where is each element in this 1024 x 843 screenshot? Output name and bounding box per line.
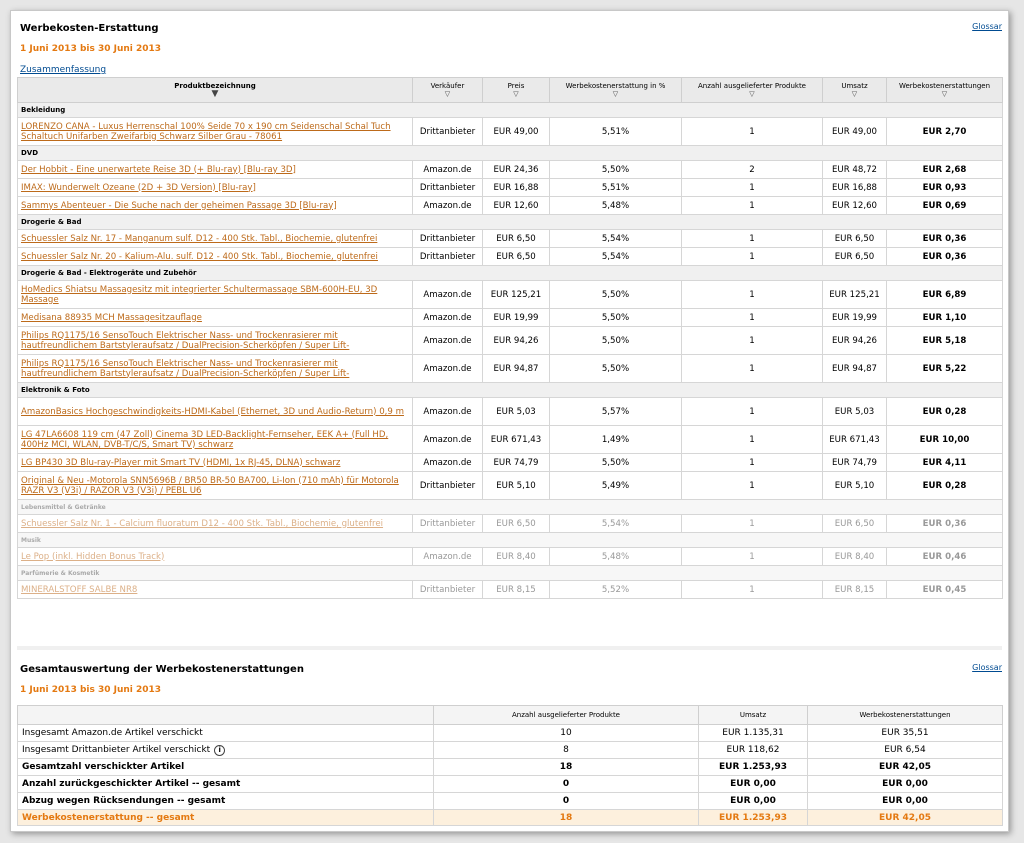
- quantity-cell: 1: [682, 281, 823, 309]
- category-label: Drogerie & Bad: [18, 215, 1003, 230]
- percent-cell: 5,50%: [550, 355, 682, 383]
- totals-col-fee: Werbekostenerstattungen: [808, 706, 1003, 725]
- totals-fee-cell: EUR 35,51: [808, 725, 1003, 742]
- table-row: [18, 327, 1003, 355]
- quantity-cell: 2: [682, 161, 823, 179]
- table-row: [18, 548, 1003, 566]
- product-link[interactable]: LG 47LA6608 119 cm (47 Zoll) Cinema 3D LED-Backlight-Fernseher, EEK A+ (Full HD, 400Hz MCI, WLAN, DVB-T/C/S, Smart TV) schwarz: [21, 429, 389, 450]
- table-row: [18, 161, 1003, 179]
- totals-label: Anzahl zurückgeschickter Artikel -- gesamt: [22, 779, 241, 789]
- price-cell: EUR 6,50: [483, 230, 550, 248]
- totals-header-row: [18, 706, 1003, 725]
- percent-cell: 5,52%: [550, 581, 682, 599]
- quantity-cell: 1: [682, 454, 823, 472]
- fee-cell: EUR 0,36: [887, 230, 1003, 248]
- table-row: [18, 309, 1003, 327]
- totals-revenue-cell: EUR 1.253,93: [699, 810, 808, 826]
- fee-cell: EUR 0,69: [887, 197, 1003, 215]
- seller-cell: Drittanbieter: [413, 179, 483, 197]
- category-label: Drogerie & Bad - Elektrogeräte und Zubehör: [18, 266, 1003, 281]
- table-row: [18, 581, 1003, 599]
- fee-cell: EUR 0,28: [887, 398, 1003, 426]
- glossar-link[interactable]: Glossar: [972, 22, 1002, 31]
- totals-label: Werbekostenerstattung -- gesamt: [22, 812, 195, 823]
- price-cell: EUR 12,60: [483, 197, 550, 215]
- seller-cell: Amazon.de: [413, 309, 483, 327]
- revenue-cell: EUR 5,03: [823, 398, 887, 426]
- price-cell: EUR 5,03: [483, 398, 550, 426]
- totals-label-cell: [18, 725, 434, 742]
- percent-cell: 5,48%: [550, 197, 682, 215]
- price-cell: EUR 8,15: [483, 581, 550, 599]
- totals-fee-cell: EUR 6,54: [808, 742, 1003, 759]
- info-icon[interactable]: i: [214, 745, 225, 756]
- totals-table: [17, 705, 1003, 826]
- quantity-cell: 1: [682, 118, 823, 146]
- totals-row: [18, 725, 1003, 742]
- sort-arrow-icon: ▽: [851, 90, 858, 98]
- category-row: [18, 103, 1003, 118]
- product-name-cell: [18, 398, 413, 426]
- category-row: [18, 566, 1003, 581]
- totals-row: [18, 759, 1003, 776]
- percent-cell: 5,54%: [550, 230, 682, 248]
- col-header-seller[interactable]: Verkäufer ▽: [413, 78, 483, 103]
- fee-cell: EUR 0,36: [887, 248, 1003, 266]
- sort-arrow-icon: ▽: [749, 90, 755, 98]
- totals-row: [18, 742, 1003, 759]
- fee-cell: EUR 6,89: [887, 281, 1003, 309]
- revenue-cell: EUR 671,43: [823, 426, 887, 454]
- product-link[interactable]: Philips RQ1175/16 SensoTouch Elektrischer Nass- und Trockenrasierer mit hautfreundlichem Bartstyleraufsatz / DualPrecision-Scherköpfen / Super Lift-: [21, 330, 350, 351]
- fee-cell: EUR 2,68: [887, 161, 1003, 179]
- totals-label-cell: [18, 810, 434, 826]
- price-cell: EUR 19,99: [483, 309, 550, 327]
- quantity-cell: 1: [682, 472, 823, 500]
- page-title: Werbekosten-Erstattung: [20, 23, 159, 34]
- price-cell: EUR 671,43: [483, 426, 550, 454]
- product-name-cell: [18, 355, 413, 383]
- product-link[interactable]: Schuessler Salz Nr. 17 - Manganum sulf. D12 - 400 Stk. Tabl., Biochemie, glutenfrei: [21, 233, 378, 244]
- percent-cell: 5,54%: [550, 515, 682, 533]
- product-link[interactable]: IMAX: Wunderwelt Ozeane (2D + 3D Version) [Blu-ray]: [21, 182, 256, 193]
- seller-cell: Amazon.de: [413, 281, 483, 309]
- quantity-cell: 1: [682, 355, 823, 383]
- totals-fee-cell: EUR 0,00: [808, 776, 1003, 793]
- price-cell: EUR 8,40: [483, 548, 550, 566]
- percent-cell: 5,50%: [550, 309, 682, 327]
- fee-cell: EUR 0,36: [887, 515, 1003, 533]
- category-label: Lebensmittel & Getränke: [18, 500, 1003, 515]
- category-row: [18, 266, 1003, 281]
- totals-row: [18, 793, 1003, 810]
- seller-cell: Drittanbieter: [413, 230, 483, 248]
- totals-quantity-cell: 8: [434, 742, 699, 759]
- totals-body: [18, 725, 1003, 826]
- col-header-quantity[interactable]: Anzahl ausgelieferter Produkte ▽: [682, 78, 823, 103]
- product-link[interactable]: Sammys Abenteuer - Die Suche nach der geheimen Passage 3D [Blu-ray]: [21, 200, 337, 211]
- quantity-cell: 1: [682, 248, 823, 266]
- quantity-cell: 1: [682, 197, 823, 215]
- category-label: Bekleidung: [18, 103, 1003, 118]
- totals-fee-cell: EUR 0,00: [808, 793, 1003, 810]
- percent-cell: 5,54%: [550, 248, 682, 266]
- sort-arrow-icon: ▽: [612, 90, 619, 98]
- table-row: [18, 454, 1003, 472]
- product-link[interactable]: LG BP430 3D Blu-ray-Player mit Smart TV (HDMI, 1x RJ-45, DLNA) schwarz: [21, 457, 341, 468]
- fee-cell: EUR 10,00: [887, 426, 1003, 454]
- totals-label-cell: [18, 759, 434, 776]
- category-row: [18, 500, 1003, 515]
- table-row: [18, 398, 1003, 426]
- percent-cell: 5,50%: [550, 454, 682, 472]
- product-link[interactable]: Medisana 88935 MCH Massagesitzauflage: [21, 312, 202, 323]
- percent-cell: 5,51%: [550, 118, 682, 146]
- table-row: [18, 515, 1003, 533]
- table-header-row: [18, 78, 1003, 103]
- product-name-cell: [18, 179, 413, 197]
- revenue-cell: EUR 8,40: [823, 548, 887, 566]
- product-name-cell: [18, 581, 413, 599]
- product-name-cell: [18, 548, 413, 566]
- category-label: DVD: [18, 146, 1003, 161]
- date-range: 1 Juni 2013 bis 30 Juni 2013: [20, 44, 162, 54]
- totals-col-revenue: Umsatz: [699, 706, 808, 725]
- product-name-cell: [18, 230, 413, 248]
- totals-col-quantity: Anzahl ausgelieferter Produkte: [434, 706, 699, 725]
- category-label: Parfümerie & Kosmetik: [18, 566, 1003, 581]
- totals-revenue-cell: EUR 0,00: [699, 793, 808, 810]
- totals-quantity-cell: 10: [434, 725, 699, 742]
- price-cell: EUR 94,87: [483, 355, 550, 383]
- quantity-cell: 1: [682, 230, 823, 248]
- seller-cell: Amazon.de: [413, 327, 483, 355]
- table-row: [18, 472, 1003, 500]
- table-row: [18, 355, 1003, 383]
- product-name-cell: [18, 197, 413, 215]
- seller-cell: Drittanbieter: [413, 118, 483, 146]
- category-row: [18, 215, 1003, 230]
- product-name-cell: [18, 248, 413, 266]
- table-row: [18, 179, 1003, 197]
- totals-glossar-link[interactable]: Glossar: [972, 663, 1002, 672]
- product-name-cell: [18, 327, 413, 355]
- price-cell: EUR 24,36: [483, 161, 550, 179]
- revenue-cell: EUR 5,10: [823, 472, 887, 500]
- seller-cell: Drittanbieter: [413, 515, 483, 533]
- product-name-cell: [18, 118, 413, 146]
- revenue-cell: EUR 94,87: [823, 355, 887, 383]
- percent-cell: 5,49%: [550, 472, 682, 500]
- category-label: Elektronik & Foto: [18, 383, 1003, 398]
- product-link[interactable]: Philips RQ1175/16 SensoTouch Elektrischer Nass- und Trockenrasierer mit hautfreundlichem Bartstyleraufsatz / DualPrecision-Scherköpfen / Super Lift-: [21, 358, 350, 379]
- revenue-cell: EUR 48,72: [823, 161, 887, 179]
- category-row: [18, 146, 1003, 161]
- col-header-revenue[interactable]: Umsatz ▽: [823, 78, 887, 103]
- sort-arrow-icon: ▽: [444, 90, 451, 98]
- product-name-cell: [18, 426, 413, 454]
- seller-cell: Drittanbieter: [413, 581, 483, 599]
- fee-cell: EUR 5,18: [887, 327, 1003, 355]
- sort-arrow-icon: ▽: [941, 90, 948, 98]
- summary-link[interactable]: Zusammenfassung: [20, 65, 107, 75]
- seller-cell: Drittanbieter: [413, 248, 483, 266]
- seller-cell: Amazon.de: [413, 161, 483, 179]
- percent-cell: 5,50%: [550, 161, 682, 179]
- table-row: [18, 230, 1003, 248]
- product-name-cell: [18, 281, 413, 309]
- totals-label-cell: [18, 776, 434, 793]
- totals-label: Insgesamt Amazon.de Artikel verschickt: [22, 728, 203, 738]
- seller-cell: Amazon.de: [413, 398, 483, 426]
- percent-cell: 1,49%: [550, 426, 682, 454]
- totals-quantity-cell: 0: [434, 793, 699, 810]
- col-header-product[interactable]: Produktbezeichnung ▼: [18, 78, 413, 103]
- category-label: Musik: [18, 533, 1003, 548]
- price-cell: EUR 125,21: [483, 281, 550, 309]
- percent-cell: 5,50%: [550, 327, 682, 355]
- revenue-cell: EUR 94,26: [823, 327, 887, 355]
- price-cell: EUR 6,50: [483, 248, 550, 266]
- totals-fee-cell: EUR 42,05: [808, 810, 1003, 826]
- product-link[interactable]: Der Hobbit - Eine unerwartete Reise 3D (+ Blu-ray) [Blu-ray 3D]: [21, 164, 296, 175]
- sort-arrow-icon: ▽: [513, 90, 519, 98]
- quantity-cell: 1: [682, 548, 823, 566]
- col-header-price[interactable]: Preis ▽: [483, 78, 550, 103]
- category-row: [18, 533, 1003, 548]
- totals-revenue-cell: EUR 1.135,31: [699, 725, 808, 742]
- table-row: [18, 248, 1003, 266]
- quantity-cell: 1: [682, 327, 823, 355]
- totals-quantity-cell: 18: [434, 759, 699, 776]
- fee-cell: EUR 0,46: [887, 548, 1003, 566]
- revenue-cell: EUR 16,88: [823, 179, 887, 197]
- product-name-cell: [18, 472, 413, 500]
- totals-revenue-cell: EUR 1.253,93: [699, 759, 808, 776]
- percent-cell: 5,51%: [550, 179, 682, 197]
- totals-quantity-cell: 18: [434, 810, 699, 826]
- quantity-cell: 1: [682, 398, 823, 426]
- fee-cell: EUR 4,11: [887, 454, 1003, 472]
- product-link[interactable]: MINERALSTOFF SALBE NR8: [21, 584, 138, 595]
- revenue-cell: EUR 125,21: [823, 281, 887, 309]
- products-body: [18, 103, 1003, 599]
- products-table: [17, 77, 1003, 599]
- totals-label-cell: [18, 742, 434, 759]
- totals-date-range: 1 Juni 2013 bis 30 Juni 2013: [20, 685, 162, 695]
- seller-cell: Amazon.de: [413, 355, 483, 383]
- totals-title: Gesamtauswertung der Werbekostenerstattungen: [20, 664, 304, 675]
- revenue-cell: EUR 19,99: [823, 309, 887, 327]
- table-row: [18, 281, 1003, 309]
- seller-cell: Amazon.de: [413, 197, 483, 215]
- totals-quantity-cell: 0: [434, 776, 699, 793]
- product-name-cell: [18, 161, 413, 179]
- totals-col-blank: [18, 706, 434, 725]
- product-link[interactable]: Original & Neu -Motorola SNN5696B / BR50 BR-50 BA700, Li-Ion (710 mAh) für Motorola RAZR V3 (V3i) / RAZOR V3 (V3i) / PEBL U6: [21, 475, 399, 496]
- quantity-cell: 1: [682, 581, 823, 599]
- quantity-cell: 1: [682, 426, 823, 454]
- fee-cell: EUR 0,93: [887, 179, 1003, 197]
- totals-fee-cell: EUR 42,05: [808, 759, 1003, 776]
- table-row: [18, 426, 1003, 454]
- quantity-cell: 1: [682, 179, 823, 197]
- table-row: [18, 197, 1003, 215]
- product-link[interactable]: Le Pop (inkl. Hidden Bonus Track): [21, 551, 165, 562]
- col-header-fee[interactable]: Werbekostenerstattungen ▽: [887, 78, 1003, 103]
- quantity-cell: 1: [682, 515, 823, 533]
- product-name-cell: [18, 454, 413, 472]
- quantity-cell: 1: [682, 309, 823, 327]
- price-cell: EUR 94,26: [483, 327, 550, 355]
- category-row: [18, 383, 1003, 398]
- report-frame: [10, 10, 1009, 832]
- fee-cell: EUR 0,28: [887, 472, 1003, 500]
- price-cell: EUR 5,10: [483, 472, 550, 500]
- price-cell: EUR 6,50: [483, 515, 550, 533]
- product-name-cell: [18, 515, 413, 533]
- totals-label: Insgesamt Drittanbieter Artikel verschickt: [22, 744, 211, 755]
- percent-cell: 5,57%: [550, 398, 682, 426]
- seller-cell: Amazon.de: [413, 454, 483, 472]
- product-link[interactable]: Schuessler Salz Nr. 1 - Calcium fluoratum D12 - 400 Stk. Tabl., Biochemie, glutenfrei: [21, 518, 384, 529]
- col-header-percent[interactable]: Werbekostenerstattung in % ▽: [550, 78, 682, 103]
- seller-cell: Drittanbieter: [413, 472, 483, 500]
- percent-cell: 5,50%: [550, 281, 682, 309]
- revenue-cell: EUR 6,50: [823, 248, 887, 266]
- revenue-cell: EUR 6,50: [823, 230, 887, 248]
- revenue-cell: EUR 74,79: [823, 454, 887, 472]
- product-link[interactable]: AmazonBasics Hochgeschwindigkeits-HDMI-Kabel (Ethernet, 3D und Audio-Return) 0,9 m: [21, 406, 404, 417]
- product-link[interactable]: HoMedics Shiatsu Massagesitz mit integrierter Schultermassage SBM-600H-EU, 3D Massage: [21, 284, 378, 305]
- price-cell: EUR 49,00: [483, 118, 550, 146]
- seller-cell: Amazon.de: [413, 548, 483, 566]
- price-cell: EUR 74,79: [483, 454, 550, 472]
- fee-cell: EUR 1,10: [887, 309, 1003, 327]
- revenue-cell: EUR 6,50: [823, 515, 887, 533]
- table-row: [18, 118, 1003, 146]
- revenue-cell: EUR 8,15: [823, 581, 887, 599]
- totals-label: Abzug wegen Rücksendungen -- gesamt: [22, 796, 226, 806]
- seller-cell: Amazon.de: [413, 426, 483, 454]
- totals-label-cell: [18, 793, 434, 810]
- product-name-cell: [18, 309, 413, 327]
- totals-label: Gesamtzahl verschickter Artikel: [22, 762, 185, 772]
- percent-cell: 5,48%: [550, 548, 682, 566]
- price-cell: EUR 16,88: [483, 179, 550, 197]
- section-divider: [17, 646, 1002, 650]
- revenue-cell: EUR 12,60: [823, 197, 887, 215]
- totals-row: [18, 776, 1003, 793]
- product-link[interactable]: LORENZO CANA - Luxus Herrenschal 100% Seide 70 x 190 cm Seidenschal Schal Tuch Schaltuch Unifarben Zweifarbig Schwarz Silber Grau - 78061: [21, 121, 391, 142]
- fee-cell: EUR 5,22: [887, 355, 1003, 383]
- totals-row: [18, 810, 1003, 826]
- product-link[interactable]: Schuessler Salz Nr. 20 - Kalium-Alu. sulf. D12 - 400 Stk. Tabl., Biochemie, glutenfrei: [21, 251, 378, 262]
- totals-revenue-cell: EUR 0,00: [699, 776, 808, 793]
- totals-revenue-cell: EUR 118,62: [699, 742, 808, 759]
- fee-cell: EUR 2,70: [887, 118, 1003, 146]
- revenue-cell: EUR 49,00: [823, 118, 887, 146]
- fee-cell: EUR 0,45: [887, 581, 1003, 599]
